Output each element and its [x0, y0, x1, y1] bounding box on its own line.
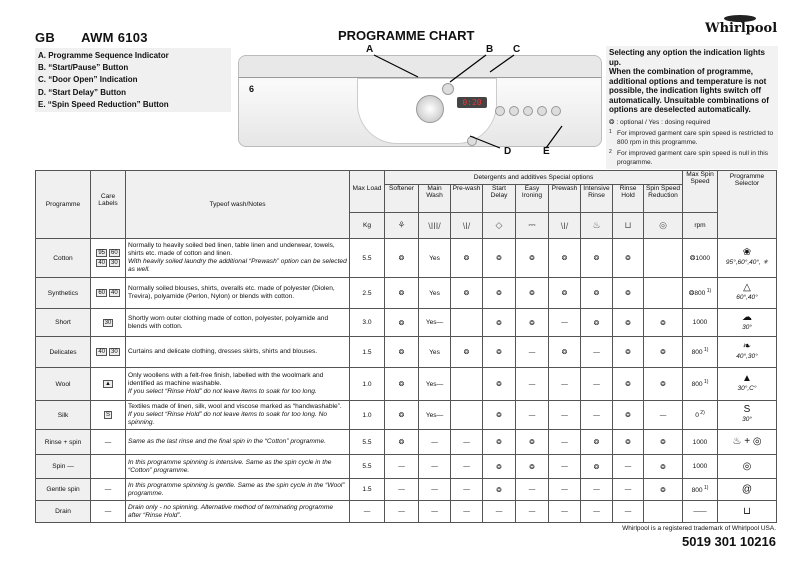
care-label-icon: 40	[98, 349, 105, 355]
option-cell: —	[549, 430, 581, 455]
notes-text: Textiles made of linen, silk, wool and viscose marked as “handwashable”.	[128, 403, 342, 410]
header-option-3: Start Delay	[483, 185, 516, 213]
option-cell: ❂	[451, 239, 483, 278]
option-cell: —	[549, 368, 581, 401]
selector-icon: ❀	[742, 247, 752, 258]
option-cell: ❂	[516, 278, 549, 309]
option-cell: —	[483, 501, 516, 523]
option-cell: ❂	[644, 309, 683, 337]
spin-value: ——	[693, 508, 707, 515]
label-b: B	[486, 44, 494, 55]
option-cell: Yes—	[419, 309, 451, 337]
option-cell: ❂	[644, 430, 683, 455]
model-number: AWM 6103	[81, 30, 148, 45]
programme-selector	[718, 479, 777, 501]
option-cell: —	[613, 479, 644, 501]
header-rpm: rpm	[683, 213, 718, 239]
header-kg: Kg	[350, 213, 385, 239]
option-icon-3: ◇	[483, 213, 516, 239]
header-type-notes: Typeof wash/Notes	[126, 171, 350, 239]
option-cell: ❂	[644, 337, 683, 368]
wash-notes	[126, 455, 350, 479]
spin-value: 1000	[692, 463, 708, 470]
notes-italic: If you select “Rinse Hold” do not leave items to soak for too long. No spinning.	[128, 411, 328, 426]
notes-italic: In this programme spinning is gentle. Same as the spin cycle in the “Wool” programme.	[128, 481, 345, 497]
page-title: PROGRAMME CHART	[338, 28, 475, 43]
footnote-1: 1 For improved garment care spin speed is restricted to 800 rpm in this programme.	[609, 129, 774, 146]
max-spin	[683, 501, 718, 523]
option-cell: ❂	[385, 309, 419, 337]
care-label-icon: 30	[111, 349, 118, 355]
option-icon-7: ⊔	[613, 213, 644, 239]
option-cell: ❂	[613, 309, 644, 337]
wash-notes	[126, 430, 350, 455]
option-cell: ❂	[483, 278, 516, 309]
option-cell: —	[613, 455, 644, 479]
programme-name: Cotton	[36, 239, 91, 278]
option-cell: ❂	[385, 239, 419, 278]
programme-name: Drain	[36, 501, 91, 523]
programme-selector	[718, 368, 777, 401]
option-cell: ❂	[581, 309, 613, 337]
option-cell: ❂	[483, 455, 516, 479]
table-row	[36, 501, 777, 523]
footnote-1-text: For improved garment care spin speed is restricted to 800 rpm in this programme.	[617, 130, 774, 146]
care-label-icon: ▲	[105, 381, 111, 387]
spin-value: 800	[691, 381, 703, 389]
option-cell: —	[516, 368, 549, 401]
option-cell: ❂	[613, 401, 644, 430]
max-spin	[683, 337, 718, 368]
arrow-b	[450, 55, 486, 82]
table-row	[36, 337, 777, 368]
header-option-6: Intensive Rinse	[581, 185, 613, 213]
spin-value: 1000	[692, 319, 708, 326]
capacity-badge: 6	[249, 84, 255, 94]
notes-italic: Drain only - no spinning. Alternative method of terminating programme after “Rinse Hold”.	[128, 503, 333, 519]
header-option-4: Easy Ironing	[516, 185, 549, 213]
label-c: C	[513, 44, 521, 55]
care-label-icon: 95	[98, 250, 105, 256]
option-cell: ❂	[385, 368, 419, 401]
option-cell: —	[451, 501, 483, 523]
option-cell: ❂	[581, 278, 613, 309]
info-text-2: When the combination of programme, additional options and temperature is not possible, the indication lights switch off automatically. Unsuitable combinations of options are deselected automatically.	[609, 67, 769, 114]
logo-text: Whirlpool	[705, 21, 778, 36]
care-labels	[91, 430, 126, 455]
spin-value: 800	[691, 487, 703, 495]
selector-temps: 30°	[742, 416, 752, 423]
wash-notes	[126, 368, 350, 401]
selector-icon: ☁	[742, 311, 752, 323]
notes-italic: If you select “Rinse Hold” do not leave items to soak for too long.	[128, 388, 317, 395]
option-cell	[451, 401, 483, 430]
option-cell: Yes—	[419, 368, 451, 401]
care-labels	[91, 401, 126, 430]
programme-selector	[718, 337, 777, 368]
header-selector: Programme Selector	[718, 171, 777, 239]
care-labels	[91, 337, 126, 368]
selector-icon: △	[743, 282, 751, 293]
footnote-2-text: For improved garment care spin speed is null in this programme.	[617, 150, 768, 166]
option-cell: ❂	[483, 239, 516, 278]
notes-text: Curtains and delicate clothing, dresses skirts, shirts and blouses.	[128, 348, 318, 355]
option-cell: ❂	[385, 430, 419, 455]
option-cell: —	[549, 501, 581, 523]
care-label-icon: 30	[104, 319, 112, 326]
header-row-1	[36, 171, 777, 185]
max-spin	[683, 430, 718, 455]
option-cell	[451, 368, 483, 401]
wash-notes	[126, 337, 350, 368]
option-cell: ❂	[516, 430, 549, 455]
max-spin	[683, 309, 718, 337]
care-labels	[91, 501, 126, 523]
header-max-load: Max Load	[350, 171, 385, 213]
max-spin	[683, 278, 718, 309]
option-cell: Yes	[419, 278, 451, 309]
option-cell: —	[549, 479, 581, 501]
max-load: 2.5	[350, 278, 385, 309]
header-option-1: Main Wash	[419, 185, 451, 213]
notes-italic: With heavily soiled laundry the additional “Prewash” option can be selected as well.	[128, 258, 347, 273]
spin-footnote: 1)	[705, 288, 712, 295]
selector-temps: 60°,40°	[736, 294, 758, 301]
option-cell: —	[516, 337, 549, 368]
option-cell: —	[581, 337, 613, 368]
option-cell: —	[581, 501, 613, 523]
option-cell: —	[644, 401, 683, 430]
care-label-icon: 30	[111, 260, 118, 266]
programme-selector	[718, 309, 777, 337]
option-cell: —	[385, 479, 419, 501]
label-a: A	[366, 44, 374, 55]
option-cell: —	[549, 401, 581, 430]
option-cell: —	[451, 479, 483, 501]
panel-display: 0:20	[457, 97, 487, 108]
option-cell: Yes—	[419, 401, 451, 430]
option-cell: ❂	[613, 278, 644, 309]
option-cell	[644, 278, 683, 309]
control-legend	[35, 48, 231, 112]
country-code: GB	[35, 30, 56, 45]
option-cell: —	[451, 430, 483, 455]
option-icon-0: ⚘	[385, 213, 419, 239]
max-spin	[683, 368, 718, 401]
spin-value: 0	[695, 412, 699, 420]
care-labels	[91, 239, 126, 278]
option-cell: —	[516, 479, 549, 501]
label-e: E	[543, 146, 550, 157]
info-text-1: Selecting any option the indication lights up.	[609, 48, 766, 67]
header-option-5: Prewash	[549, 185, 581, 213]
notes-text: Only woollens with a felt-free finish, labelled with the woolmark and identified as machine washable.	[128, 372, 324, 387]
max-spin	[683, 455, 718, 479]
spin-value: ❂800	[688, 290, 706, 298]
max-load: 1.5	[350, 337, 385, 368]
max-load: —	[350, 501, 385, 523]
table-row	[36, 455, 777, 479]
whirlpool-logo	[705, 15, 778, 36]
max-load: 1.5	[350, 479, 385, 501]
option-cell: ❂	[385, 401, 419, 430]
programme-name: Short	[36, 309, 91, 337]
programme-selector	[718, 455, 777, 479]
arrow-c	[490, 55, 514, 72]
option-cell: Yes	[419, 337, 451, 368]
selector-icon: ▲	[742, 373, 752, 384]
legend-item: E. “Spin Speed Reduction” Button	[38, 99, 169, 109]
spin-value: 800	[691, 349, 703, 357]
spin-value: ❂1000	[689, 255, 711, 262]
option-cell: ❂	[516, 239, 549, 278]
table-row	[36, 309, 777, 337]
option-cell: —	[549, 309, 581, 337]
care-labels	[91, 455, 126, 479]
option-cell	[644, 239, 683, 278]
option-cell: ❂	[549, 278, 581, 309]
max-spin	[683, 479, 718, 501]
header-option-2: Pre-wash	[451, 185, 483, 213]
option-cell	[644, 501, 683, 523]
option-cell: —	[451, 455, 483, 479]
spin-footnote: 2)	[698, 410, 705, 417]
option-cell: ❂	[451, 337, 483, 368]
table-row	[36, 401, 777, 430]
table-row	[36, 430, 777, 455]
spin-footnote: 1)	[702, 484, 709, 491]
spin-value: 1000	[692, 438, 708, 446]
wash-notes	[126, 479, 350, 501]
option-cell: ❂	[483, 337, 516, 368]
label-d: D	[504, 146, 512, 157]
programme-selector	[718, 430, 777, 455]
option-cell: ❂	[613, 368, 644, 401]
programme-name: Wool	[36, 368, 91, 401]
care-label-icon: 40	[111, 290, 118, 296]
document-code: 5019 301 10216	[682, 534, 776, 549]
header-option-8: Spin Speed Reduction	[644, 185, 683, 213]
care-labels	[91, 278, 126, 309]
symbol-key: ❂ : optional / Yes : dosing required	[609, 118, 711, 126]
option-cell: ❂	[516, 455, 549, 479]
max-load: 5.5	[350, 430, 385, 455]
header-options-group: Detergents and additives Special options	[385, 171, 683, 185]
max-load: 1.0	[350, 368, 385, 401]
max-spin	[683, 401, 718, 430]
max-load: 3.0	[350, 309, 385, 337]
programme-name: Rinse + spin	[36, 430, 91, 455]
selector-temps: 30°,C°	[737, 385, 757, 392]
care-label-icon: S	[105, 412, 110, 418]
selector-temps: 30°	[742, 323, 752, 331]
spin-footnote: 1)	[702, 347, 709, 354]
table-row	[36, 239, 777, 278]
option-cell: ❂	[613, 337, 644, 368]
programme-selector	[718, 401, 777, 430]
option-cell: ❂	[385, 337, 419, 368]
option-cell: ❂	[516, 309, 549, 337]
wash-notes	[126, 278, 350, 309]
option-cell: —	[581, 479, 613, 501]
selector-icon: ♨ + ◎	[732, 436, 762, 447]
selector-icon: S	[743, 404, 751, 415]
notes-italic: In this programme spinning is intensive. Same as the spin cycle in the “Cotton” programme.	[128, 458, 332, 474]
care-label-icon: 40	[98, 260, 105, 266]
notes-text: Normally soiled blouses, shirts, overalls etc. made of polyester (Diolen, Trevira), polyamide (Perlon, Nylon) or blends with cotton.	[128, 285, 335, 300]
option-cell: —	[549, 455, 581, 479]
arrow-a	[374, 55, 418, 77]
max-load: 1.0	[350, 401, 385, 430]
option-cell: ❂	[613, 430, 644, 455]
callout-arrows	[230, 40, 570, 165]
programme-name: Delicates	[36, 337, 91, 368]
option-cell: ❂	[613, 239, 644, 278]
option-cell: ❂	[483, 368, 516, 401]
option-cell: —	[385, 455, 419, 479]
header-max-spin: Max Spin Speed	[683, 171, 718, 213]
option-cell: ❂	[644, 368, 683, 401]
selector-temps: 40°,30°	[736, 353, 758, 360]
care-labels	[91, 479, 126, 501]
option-cell: Yes	[419, 239, 451, 278]
header-programme: Programme	[36, 171, 91, 239]
care-labels	[91, 368, 126, 401]
care-label-icon: 60	[98, 290, 105, 296]
programme-name: Gentle spin	[36, 479, 91, 501]
care-label-icon: 60	[111, 250, 118, 256]
wash-notes	[126, 401, 350, 430]
option-icon-4: ⎓	[516, 213, 549, 239]
option-cell: ❂	[644, 455, 683, 479]
wash-notes	[126, 501, 350, 523]
option-cell: ❂	[549, 239, 581, 278]
selector-icon: ❧	[742, 341, 752, 352]
legend-item: A. Programme Sequence Indicator	[38, 51, 169, 60]
selector-icon: ◎	[742, 460, 752, 472]
header-option-0: Softener	[385, 185, 419, 213]
programme-selector	[718, 501, 777, 523]
notes-italic: Same as the last rinse and the final spin in the “Cotton” programme.	[128, 438, 326, 445]
option-cell: —	[581, 368, 613, 401]
max-spin	[683, 239, 718, 278]
option-cell: ❂	[581, 430, 613, 455]
option-cell: —	[419, 479, 451, 501]
option-icon-2: \I/	[451, 213, 483, 239]
option-cell: —	[419, 501, 451, 523]
selector-icon: ⊔	[743, 505, 751, 517]
selector-icon: @	[741, 483, 753, 495]
max-load: 5.5	[350, 239, 385, 278]
option-cell: ❂	[483, 479, 516, 501]
info-box	[606, 46, 778, 169]
programme-selector	[718, 239, 777, 278]
option-cell: ❂	[483, 430, 516, 455]
wash-notes	[126, 309, 350, 337]
option-cell: ❂	[451, 278, 483, 309]
notes-text: Normally to heavily soiled bed linen, table linen and underwear, towels, shirts etc. made of cotton and linen.	[128, 242, 335, 257]
care-label-icon: —	[104, 508, 112, 515]
legend-item: D. “Start Delay” Button	[38, 87, 127, 97]
option-cell: ❂	[549, 337, 581, 368]
legend-item: B. “Start/Pause” Button	[38, 63, 129, 73]
option-icon-8: ◎	[644, 213, 683, 239]
care-label-icon: —	[104, 438, 112, 446]
table-row	[36, 278, 777, 309]
spin-footnote: 1)	[702, 379, 709, 386]
max-load: 5.5	[350, 455, 385, 479]
legend-item: C. “Door Open” Indication	[38, 75, 138, 85]
option-cell: ❂	[581, 455, 613, 479]
option-cell: ❂	[581, 239, 613, 278]
option-icon-6: ♨	[581, 213, 613, 239]
option-cell: —	[419, 455, 451, 479]
option-cell: —	[613, 501, 644, 523]
option-cell: ❂	[483, 309, 516, 337]
programme-name: Silk	[36, 401, 91, 430]
programme-table	[35, 170, 777, 523]
footnote-2: 2 For improved garment care spin speed is null in this programme.	[609, 149, 768, 166]
wash-notes	[126, 239, 350, 278]
notes-text: Shortly worn outer clothing made of cotton, polyester, polyamide and blends with cotton.	[128, 314, 329, 330]
option-icon-5: \I/	[549, 213, 581, 239]
option-cell: —	[516, 401, 549, 430]
programme-selector	[718, 278, 777, 309]
arrow-e	[546, 126, 562, 148]
care-label-icon: —	[104, 486, 112, 493]
header-care-labels: Care Labels	[91, 171, 126, 239]
trademark-note: Whirlpool is a registered trademark of Whirlpool USA.	[622, 525, 776, 532]
option-cell	[451, 309, 483, 337]
option-cell: ❂	[483, 401, 516, 430]
header-option-7: Rinse Hold	[613, 185, 644, 213]
option-cell: —	[419, 430, 451, 455]
programme-name: Spin —	[36, 455, 91, 479]
table-row	[36, 479, 777, 501]
option-cell: —	[385, 501, 419, 523]
option-cell: —	[516, 501, 549, 523]
care-labels	[91, 309, 126, 337]
option-cell: ❂	[644, 479, 683, 501]
option-cell: —	[581, 401, 613, 430]
selector-temps: 95°,60°,40°, ✳	[725, 259, 769, 266]
programme-name: Synthetics	[36, 278, 91, 309]
option-cell: ❂	[385, 278, 419, 309]
option-icon-1: \III/	[419, 213, 451, 239]
table-row	[36, 368, 777, 401]
arrow-d	[470, 136, 500, 148]
model-heading	[35, 30, 174, 45]
